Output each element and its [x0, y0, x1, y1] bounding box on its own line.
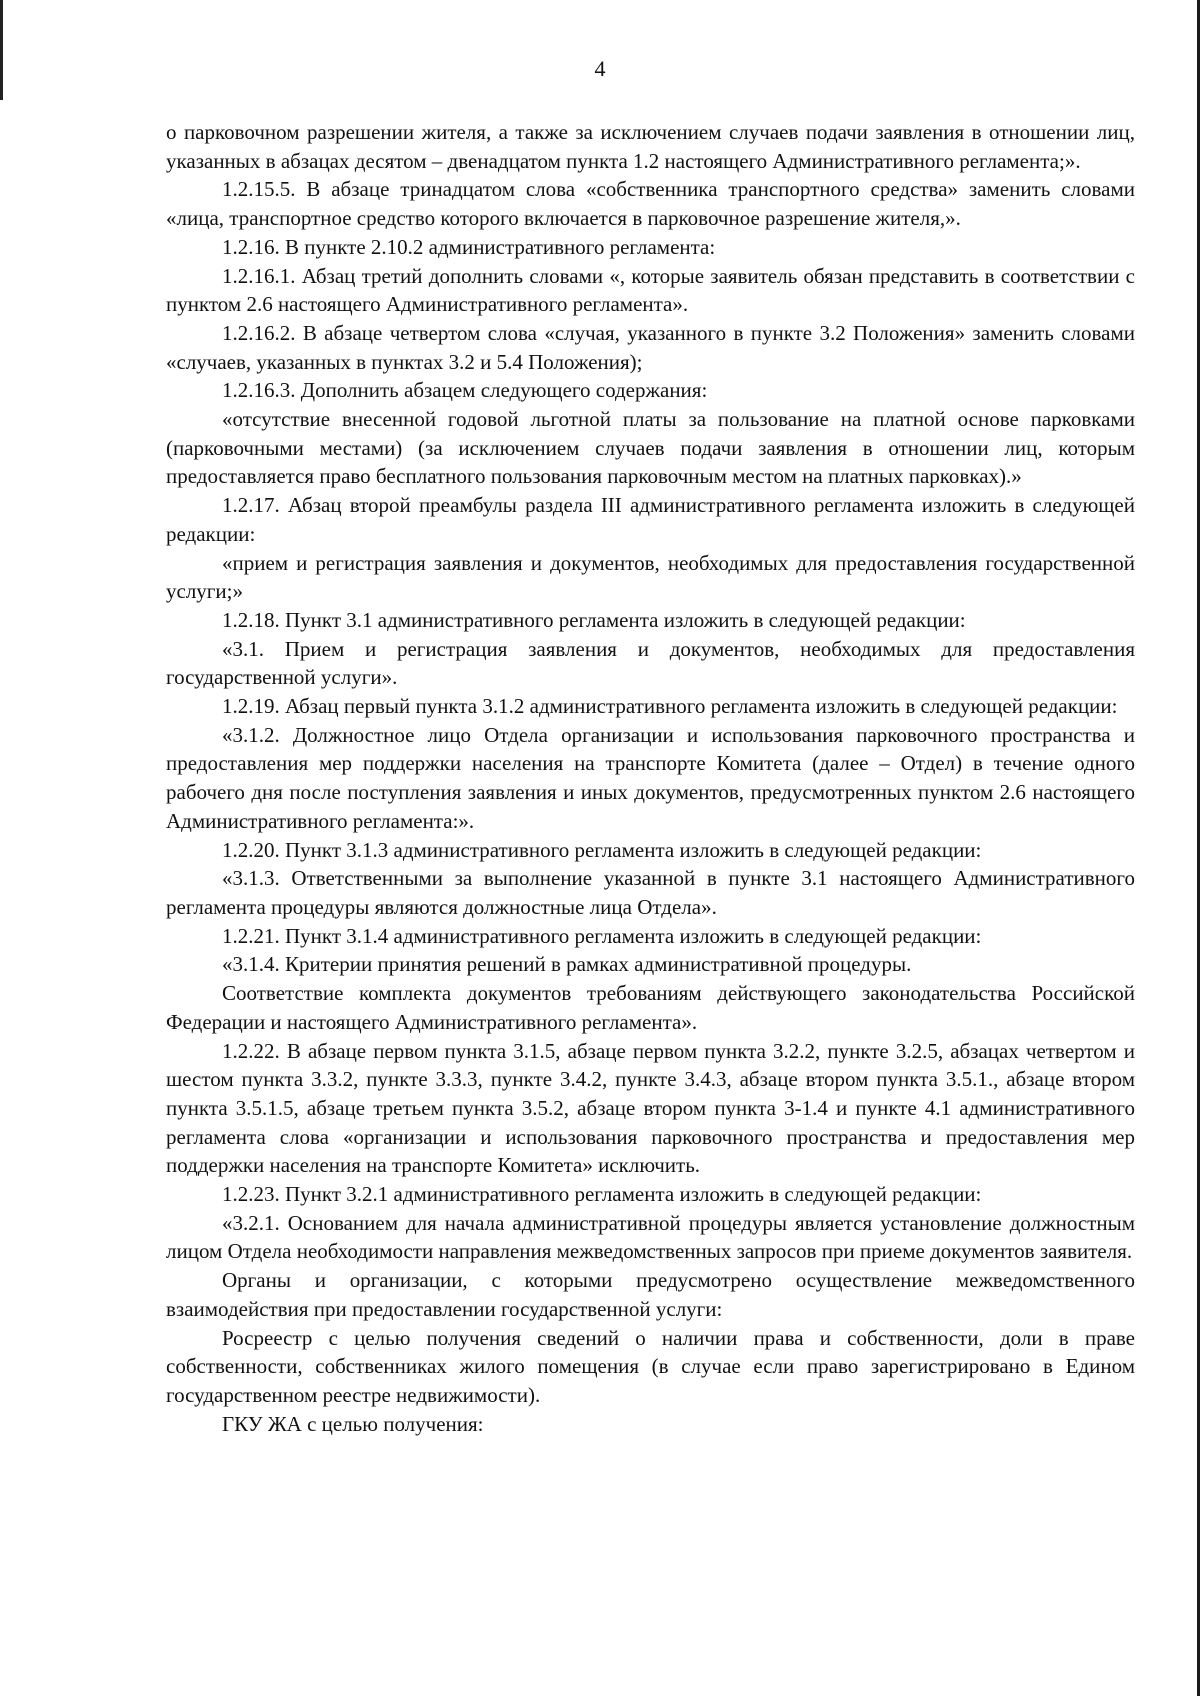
paragraph-continuation: о парковочном разрешении жителя, а также за исключением случаев подачи заявления в отношении лиц, указанных в абзацах десятом – двенадцатом пункта 1.2 настоящего Административного регламента;».: [166, 120, 1135, 173]
paragraph-gku-zha: ГКУ ЖА с целью получения:: [222, 1411, 484, 1436]
paragraph-1-2-21: 1.2.21. Пункт 3.1.4 административного регламента изложить в следующей редакции:: [222, 923, 982, 948]
paragraph-quote-reception: «прием и регистрация заявления и документов, необходимых для предоставления государственной услуги;»: [166, 550, 1135, 604]
paragraph-1-2-16-3: 1.2.16.3. Дополнить абзацем следующего содержания:: [222, 378, 708, 403]
paragraph-rosreestr: Росреестр с целью получения сведений о наличии права и собственности, доли в праве собственности, собственниках жилого помещения (в случае если право зарегистрировано в Едином государственном реестре недвижимости).: [166, 1325, 1135, 1407]
paragraph-1-2-17: 1.2.17. Абзац второй преамбулы раздела III административного регламента изложить в следующей редакции:: [166, 493, 1135, 546]
paragraph-organs: Органы и организации, с которыми предусмотрено осуществление межведомственного взаимодействия при предоставлении государственной услуги:: [166, 1268, 1135, 1321]
paragraph-quote-3-2-1: «3.2.1. Основанием для начала административной процедуры является установление должностным лицом Отдела необходимости направления межведомственных запросов при приеме документов заявителя.: [166, 1210, 1135, 1264]
paragraph-1-2-18: 1.2.18. Пункт 3.1 административного регламента изложить в следующей редакции:: [222, 607, 966, 632]
paragraph-1-2-16: 1.2.16. В пункте 2.10.2 административного регламента:: [222, 234, 716, 259]
paragraph-quote-3-1-3: «3.1.3. Ответственными за выполнение указанной в пункте 3.1 настоящего Административного регламента процедуры являются должностные лица Отдела».: [166, 866, 1135, 919]
paragraph-1-2-20: 1.2.20. Пункт 3.1.3 административного регламента изложить в следующей редакции:: [222, 837, 982, 862]
paragraph-quote-absence-fee: «отсутствие внесенной годовой льготной платы за пользование на платной основе парковками (парковочными местами) (за исключением случаев подачи заявления в отношении лиц, которым предоставляется право бесплатного пользования парковочным местом на платных парковках).»: [166, 407, 1135, 489]
paragraph-quote-3-1-4: «3.1.4. Критерии принятия решений в рамках административной процедуры.: [222, 952, 912, 977]
page-number: 4: [594, 56, 606, 81]
document-body: [166, 118, 1135, 1438]
paragraph-1-2-16-1: 1.2.16.1. Абзац третий дополнить словами «, которые заявитель обязан представить в соответствии с пунктом 2.6 настоящего Административного регламента».: [166, 263, 1135, 317]
paragraph-1-2-22: 1.2.22. В абзаце первом пункта 3.1.5, абзаце первом пункта 3.2.2, пункте 3.2.5, абзацах четвертом и шестом пункта 3.3.2, пункте 3.3.3, пункте 3.4.2, пункте 3.4.3, абзаце втором пункта 3.5.1., абзаце втором пункта 3.5.1.5, абзаце третьем пункта 3.5.2, абзаце втором пункта 3-1.4 и пункте 4.1 административного регламента слова «организации и использования парковочного пространства и предоставления мер поддержки населения на транспорте Комитета» исключить.: [166, 1038, 1135, 1178]
paragraph-compliance: Соответствие комплекта документов требованиям действующего законодательства Российской Федерации и настоящего Административного регламента».: [166, 981, 1135, 1034]
scan-edge-left: [0, 0, 3, 100]
paragraph-1-2-16-2: 1.2.16.2. В абзаце четвертом слова «случая, указанного в пункте 3.2 Положения» заменить словами «случаев, указанных в пунктах 3.2 и 5.4 Положения);: [166, 320, 1135, 374]
paragraph-1-2-15-5: 1.2.15.5. В абзаце тринадцатом слова «собственника транспортного средства» заменить словами «лица, транспортное средство которого включается в парковочное разрешение жителя,».: [166, 177, 1135, 231]
paragraph-quote-3-1: «3.1. Прием и регистрация заявления и документов, необходимых для предоставления государственной услуги».: [166, 636, 1135, 690]
paragraph-quote-3-1-2: «3.1.2. Должностное лицо Отдела организации и использования парковочного пространства и предоставления мер поддержки населения на транспорте Комитета (далее – Отдел) в течение одного рабочего дня после поступления заявления и иных документов, предусмотренных пунктом 2.6 настоящего Административного регламента:».: [166, 722, 1135, 833]
paragraph-1-2-23: 1.2.23. Пункт 3.2.1 административного регламента изложить в следующей редакции:: [222, 1182, 982, 1207]
paragraph-1-2-19: 1.2.19. Абзац первый пункта 3.1.2 административного регламента изложить в следующей редакции:: [222, 694, 1118, 719]
